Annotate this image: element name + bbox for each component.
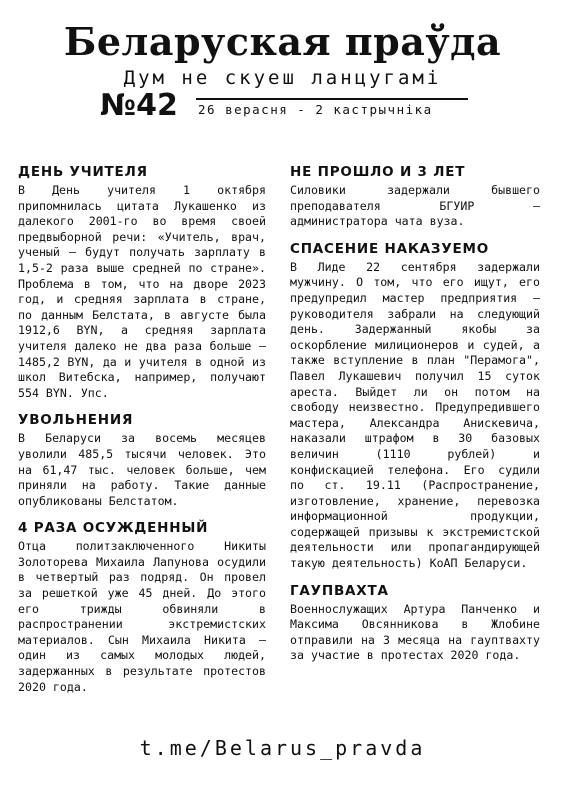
article-heading: СПАСЕНИЕ НАКАЗУЕМО bbox=[290, 240, 490, 257]
article-heading: ДЕНЬ УЧИТЕЛЯ bbox=[18, 164, 148, 180]
article-body: В День учителя 1 октября припомнилась цитата Лукашенко из далекого 2001-го во время своей предвыборной речи: «Учитель, врач, ученый — будут получать зарплату в 1,5-2 раза выше средней по стране». Проблема в том, что на дворе 2023 год, и средняя зарплата в стране, по данным Белстата, в августе была 1912,6 BYN, а средняя зарплата учителя далеко не два раза больше — 1485,2 BYN, да и учителя в одной из школ Витебска, например, получают 554 BYN. Упс. bbox=[18, 183, 266, 400]
right-column bbox=[290, 163, 540, 674]
issue-divider bbox=[196, 98, 468, 100]
article-body: В Лиде 22 сентября задержали мужчину. О том, что его ищут, его предупредил мастер предприятия — руководителя забрали на следующий день. Задержанный якобы за оскорбление милиционеров и судей, а также вступление в план "Перамога", Павел Лукашевич получил 15 суток ареста. Выйдет ли он потом на свободу неизвестно. Предупредившего мастера, Александра Анискевича, наказали штрафом в 30 базовых величин (1110 рублей) и конфискацией телефона. Его судили по ст. 19.11 (Распространение, изготовление, хранение, перевозка информационной продукции, содержащей призывы к экстремистской деятельности или пропагандирующей такую деятельность) КоАП Беларуси. bbox=[290, 259, 540, 571]
article-heading: НЕ ПРОШЛО И 3 ЛЕТ bbox=[290, 164, 466, 180]
article-four-times-convicted bbox=[18, 519, 266, 695]
article-guardhouse bbox=[290, 582, 540, 664]
issue-number: №42 bbox=[100, 88, 178, 123]
article-teachers-day bbox=[18, 163, 266, 401]
left-column bbox=[18, 163, 266, 705]
article-body: В Беларуси за восемь месяцев уволили 485,5 тысячи человек. Это на 61,47 тыс. человек больше, чем приняли на работу. Такие данные опубликованы Белстатом. bbox=[18, 431, 266, 508]
newspaper-slogan: Дум не скуеш ланцугамі bbox=[123, 67, 442, 89]
article-body: Военнослужащих Артура Панченко и Максима Овсянникова в Жлобине отправили на 3 месяца на гауптвахту за участие в протестах 2020 года. bbox=[290, 601, 540, 663]
newspaper-title: Беларуская праўда bbox=[63, 19, 502, 64]
article-body: Отца политзаключенного Никиты Золоторева Михаила Лапунова осудили в четвертый раз подряд. Он провел за решеткой уже 45 дней. До этого его трижды обвиняли в распространении экстремистских материалов. Сын Михаила Никита — один из самых молодых людей, задержанных в результате протестов 2020 года. bbox=[18, 539, 266, 694]
article-heading: УВОЛЬНЕНИЯ bbox=[18, 412, 134, 429]
article-heading: 4 РАЗА ОСУЖДЕННЫЙ bbox=[18, 520, 209, 537]
telegram-link[interactable]: t.me/Belarus_pravda bbox=[139, 736, 426, 760]
article-heading: ГАУПВАХТА bbox=[290, 582, 389, 599]
article-body: Силовики задержали бывшего преподавателя БГУИР — администратора чата вуза. bbox=[290, 183, 540, 229]
issue-dates: 26 верасня - 2 кастрычніка bbox=[198, 102, 433, 117]
article-dismissals bbox=[18, 411, 266, 509]
article-not-three-years bbox=[290, 163, 540, 230]
article-rescue-punishable bbox=[290, 240, 540, 572]
